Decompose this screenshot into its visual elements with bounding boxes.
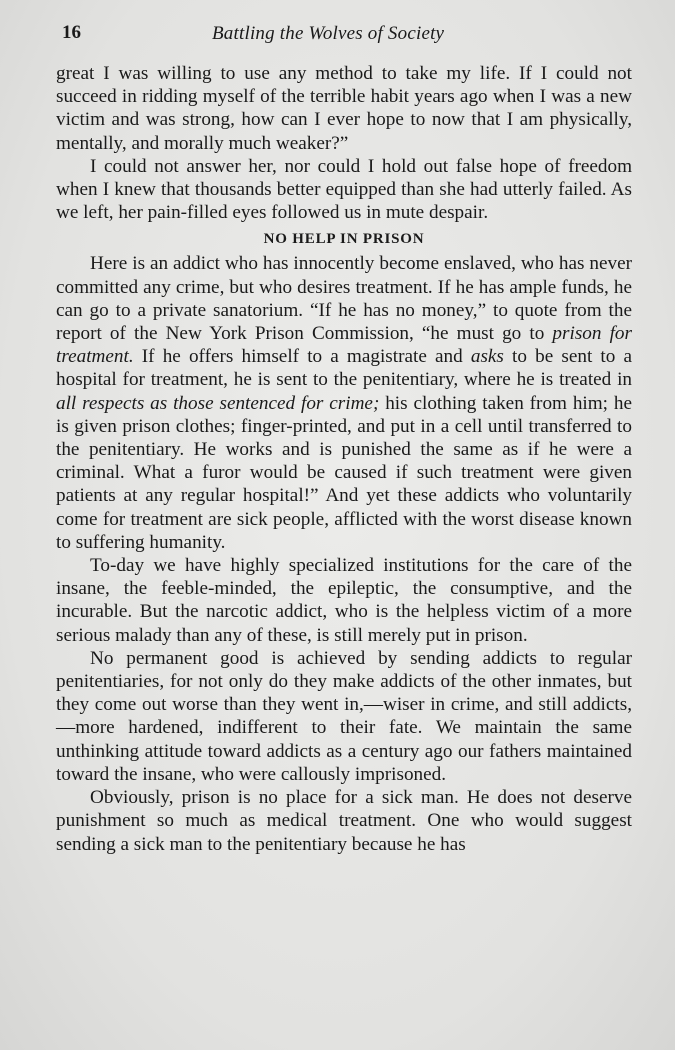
text-run: To-day we have highly specialized institutions for the care of the insane, the feeble-minded, the epileptic, the consumptive, and the incurable. But the narcotic addict, who is the helpless victim of a more serious malady than any of these, is still merely put in prison.: [56, 555, 632, 646]
page-number: 16: [62, 22, 81, 43]
text-run: No permanent good is achieved by sending addicts to regular penitentiaries, for not only do they make addicts of the other inmates, but they come out worse than they went in,—wiser in crime, and still addicts,—more hardened, indifferent to their fate. We maintain the same unthinking attitude toward addicts as a century ago our fathers maintained toward the insane, who were callously imprisoned.: [56, 647, 632, 785]
italic-text-run: prison for treatment.: [56, 323, 632, 368]
text-run: his clothing taken from him; he is given prison clothes; finger-printed, and put in a cell until transferred to the penitentiary. He works and is punished the same as if he were a criminal. What a furor would be caused if such treatment were given patients at any regular hospital!” And yet these addicts who voluntarily come for treatment are sick people, afflicted with the worst disease known to suffering humanity.: [56, 392, 633, 553]
section-heading: NO HELP IN PRISON: [263, 231, 425, 248]
italic-text-run: asks: [470, 346, 504, 368]
text-run: Here is an addict who has innocently become enslaved, who has never committed any crime, but who desires treatment. If he has ample funds, he can go to a private sanatorium. “If he has no money,” to quote from the report of the New York Prison Commission, “he must go to: [56, 253, 632, 345]
text-run: Obviously, prison is no place for a sick man. He does not deserve punishment so much as medical treatment. One who would suggest sending a sick man to the penitentiary because he has: [56, 787, 632, 855]
running-title: Battling the Wolves of Society: [212, 23, 445, 44]
paragraph: [56, 786, 632, 856]
text-run: If he offers himself to a magistrate and: [133, 346, 471, 368]
page-header: [62, 20, 613, 48]
paragraph: [56, 252, 632, 554]
italic-text-run: all respects as those sentenced for crime;: [56, 392, 380, 414]
text-run: I could not answer her, nor could I hold out false hope of freedom when I knew that thousands better equipped than she had utterly failed. As we left, her pain-filled eyes followed us in mute despair.: [56, 155, 632, 224]
paragraph: [56, 647, 632, 786]
paragraph: [56, 155, 632, 225]
paragraph: [56, 554, 632, 647]
text-run: to be sent to a hospital for treatment, he is sent to the penitentiary, where he is treated in: [56, 346, 632, 391]
body-text: [56, 62, 632, 856]
text-run: great I was willing to use any method to take my life. If I could not succeed in ridding myself of the terrible habit years ago when I was a new victim and was strong, how can I ever hope to now that I am physically, mentally, and morally much weaker?”: [56, 63, 632, 154]
paragraph: [56, 62, 632, 155]
